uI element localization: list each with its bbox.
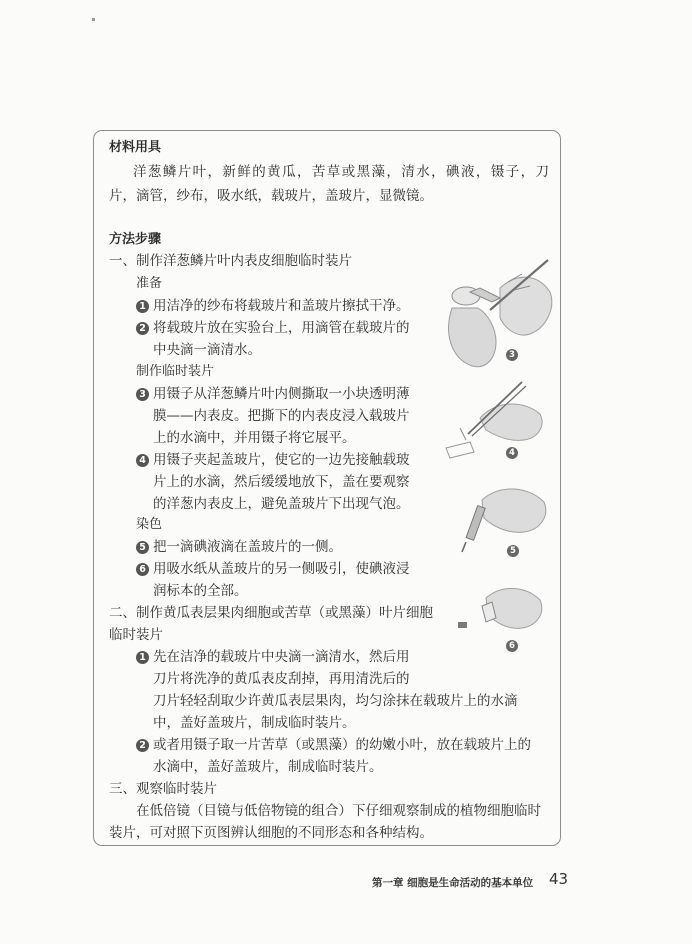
step-text: 用镊子从洋葱鳞片叶内侧撕取一小块透明薄 [153, 386, 410, 402]
page-number: 43 [549, 870, 569, 888]
step-number: 6 [136, 563, 149, 576]
step-text: 或者用镊子取一片苦草（或黑藻）的幼嫩小叶，放在载玻片上的 [153, 737, 531, 753]
step-text: 用镊子夹起盖玻片，使它的一边先接触载玻 [153, 452, 410, 468]
section-3-title: 三、观察临时装片 [109, 781, 217, 797]
step-number: 2 [136, 739, 149, 752]
step-2 [136, 319, 410, 337]
illustration-blotting-paper [452, 578, 552, 652]
materials-line-1: 洋葱鳞片叶，新鲜的黄瓜，苦草或黑藻，清水，碘液，镊子，刀 [133, 164, 549, 180]
figure-label-5: 5 [507, 545, 519, 557]
step-3 [136, 385, 410, 403]
step-b2-cont: 水滴中，盖好盖玻片，制成临时装片。 [153, 759, 383, 775]
step-number: 3 [136, 388, 149, 401]
materials-heading: 材料用具 [109, 140, 162, 155]
illustration-iodine-drop [452, 476, 552, 560]
step-b1 [136, 648, 410, 666]
step-4-cont-1: 片上的水滴，然后缓缓地放下，盖在要观察 [153, 474, 410, 490]
step-number: 4 [136, 454, 149, 467]
step-5 [136, 538, 342, 556]
materials-line-2: 片，滴管，纱布，吸水纸，载玻片，盖玻片，显微镜。 [109, 188, 433, 204]
corner-mark [92, 18, 95, 21]
stain-subheading: 染色 [136, 517, 163, 532]
step-b1-cont-3: 中，盖好盖玻片，制成临时装片。 [153, 715, 356, 731]
figure-label-3: 3 [506, 349, 518, 361]
step-3-cont-2: 上的水滴中，并用镊子将它展平。 [153, 430, 356, 446]
step-3-cont-1: 膜——内表皮。把撕下的内表皮浸入载玻片 [153, 408, 410, 424]
section-1-title: 一、制作洋葱鳞片叶内表皮细胞临时装片 [109, 253, 352, 269]
step-text: 用吸水纸从盖玻片的另一侧吸引，使碘液浸 [153, 561, 410, 577]
observe-line-2: 装片，可对照下页图辨认细胞的不同形态和各种结构。 [109, 825, 433, 841]
step-4 [136, 451, 410, 469]
step-b2 [136, 736, 531, 754]
illustration-dropper [430, 252, 560, 370]
step-6 [136, 560, 410, 578]
step-text: 用洁净的纱布将载玻片和盖玻片擦拭干净。 [153, 298, 410, 314]
step-number: 1 [136, 651, 149, 664]
step-1 [136, 297, 410, 315]
section-2-title: 二、制作黄瓜表层果肉细胞或苦草（或黑藻）叶片细胞 [109, 605, 433, 621]
methods-heading: 方法步骤 [109, 232, 162, 247]
figure-label-6: 6 [506, 640, 518, 652]
step-number: 1 [136, 300, 149, 313]
step-4-cont-2: 的洋葱内表皮上，避免盖玻片下出现气泡。 [153, 496, 410, 512]
step-text: 先在洁净的载玻片中央滴一滴清水，然后用 [153, 649, 410, 665]
step-2-cont: 中央滴一滴清水。 [153, 342, 261, 358]
step-b1-cont-1: 刀片将洗净的黄瓜表皮刮掉，再用清洗后的 [153, 671, 410, 687]
step-text: 将载玻片放在实验台上，用滴管在载玻片的 [153, 320, 410, 336]
illustration-tweezers-membrane [440, 378, 550, 466]
prep-subheading: 准备 [136, 276, 163, 291]
chapter-title: 第一章 细胞是生命活动的基本单位 [372, 877, 534, 889]
step-text: 把一滴碘液滴在盖玻片的一侧。 [153, 539, 342, 555]
step-number: 2 [136, 322, 149, 335]
step-number: 5 [136, 541, 149, 554]
step-6-cont: 润标本的全部。 [153, 583, 248, 599]
section-2-title-cont: 临时装片 [109, 627, 163, 643]
step-b1-cont-2: 刀片轻轻刮取少许黄瓜表层果肉，均匀涂抹在载玻片上的水滴 [153, 693, 518, 709]
make-subheading: 制作临时装片 [136, 364, 215, 379]
observe-line-1: 在低倍镜（目镜与低倍物镜的组合）下仔细观察制成的植物细胞临时 [136, 803, 541, 819]
figure-label-4: 4 [506, 447, 518, 459]
